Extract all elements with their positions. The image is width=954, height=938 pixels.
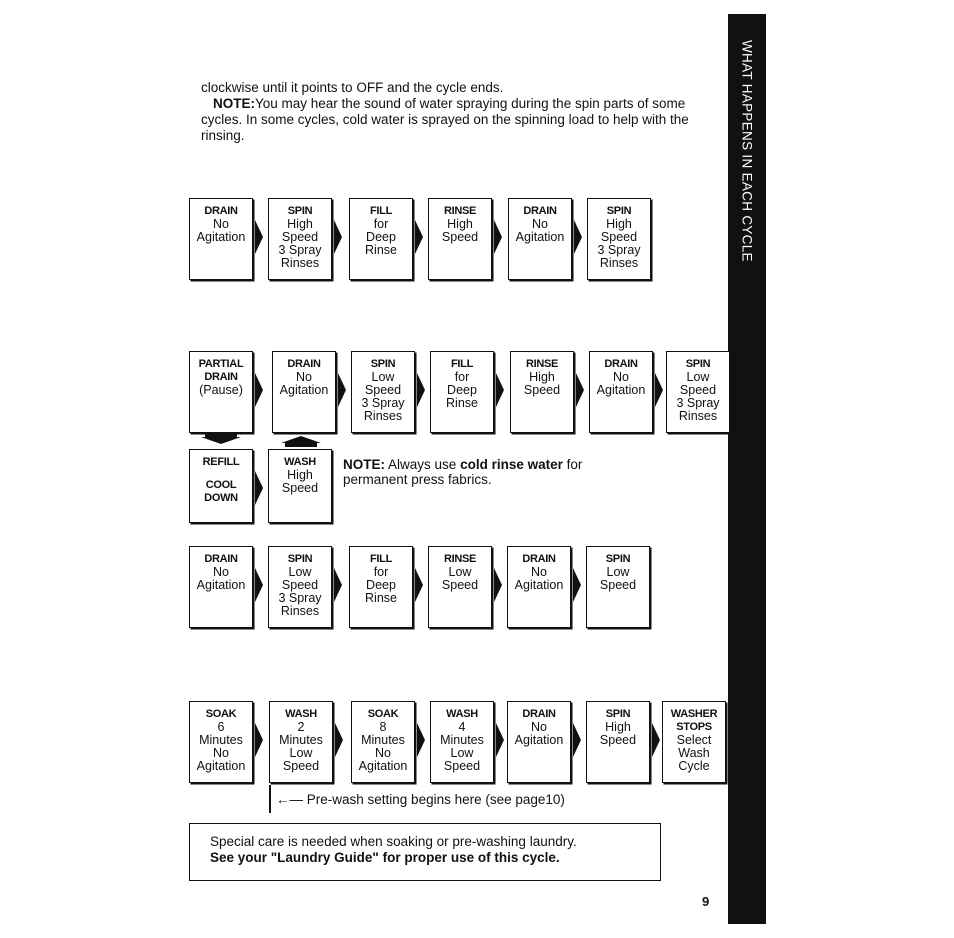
step-title: SPIN — [287, 553, 313, 565]
step-detail: Cycle — [678, 759, 710, 773]
step-title: FILL — [450, 358, 473, 370]
step-detail: Agitation — [196, 230, 246, 244]
step-detail: Wash — [678, 746, 710, 760]
step-detail: Rinse — [446, 396, 478, 410]
cycle-step-box — [507, 701, 571, 783]
step-detail: Low — [606, 565, 630, 579]
step-title: DRAIN — [604, 358, 638, 370]
cycle-step-box — [666, 351, 730, 433]
cycle-step-box — [269, 701, 333, 783]
cycle-step-box — [430, 701, 494, 783]
step-detail: Speed — [443, 759, 481, 773]
step-detail: Speed — [523, 383, 561, 397]
step-detail: No — [296, 370, 312, 384]
step-detail: Low — [448, 565, 472, 579]
step-detail: No — [531, 720, 547, 734]
step-detail: (Pause) — [199, 383, 243, 397]
note2-bold: cold rinse water — [460, 457, 563, 472]
step-detail: Select — [676, 733, 712, 747]
step-title: SPIN — [606, 205, 632, 217]
step-detail: Speed — [441, 578, 479, 592]
flow-arrow-icon — [334, 568, 342, 602]
step-detail: Speed — [364, 383, 402, 397]
cycle-step-box — [587, 198, 651, 280]
step-detail: Speed — [281, 578, 319, 592]
step-detail: for — [373, 565, 389, 579]
flow-arrow-icon — [573, 568, 581, 602]
step-detail: Speed — [281, 230, 319, 244]
step-title: DRAIN — [287, 358, 321, 370]
step-detail: Agitation — [596, 383, 646, 397]
cycle-step-box — [508, 198, 572, 280]
step-detail: Minutes — [279, 733, 323, 747]
cycle-step-box — [268, 449, 332, 523]
step-detail: No — [613, 370, 629, 384]
cycle-step-box — [189, 449, 253, 523]
cycle-step-box — [430, 351, 494, 433]
up-arrow-icon — [281, 436, 321, 443]
down-arrow-stem — [205, 433, 237, 437]
cycle-step-box — [507, 546, 571, 628]
step-title: PARTIAL DRAIN — [198, 358, 244, 383]
step-title: SPIN — [605, 708, 631, 720]
step-detail: Agitation — [514, 578, 564, 592]
cycle-step-box — [351, 351, 415, 433]
flow-arrow-icon — [417, 723, 425, 757]
step-detail: High — [287, 217, 313, 231]
step-title: SPIN — [605, 553, 631, 565]
step-title: RINSE — [443, 205, 477, 217]
flow-arrow-icon — [255, 568, 263, 602]
step-title: DRAIN — [204, 553, 238, 565]
step-detail: High — [529, 370, 555, 384]
cycle-step-box — [189, 701, 253, 783]
step-detail: Agitation — [196, 578, 246, 592]
cycle-step-box — [586, 701, 650, 783]
step-title: SOAK — [367, 708, 399, 720]
flow-arrow-icon — [415, 220, 423, 254]
step-detail: Rinse — [365, 243, 397, 257]
step-detail: 3 Spray — [361, 396, 405, 410]
cycle-step-box — [589, 351, 653, 433]
note2-text2: for permanent press fabrics. — [343, 457, 583, 487]
step-detail: Deep — [366, 578, 396, 592]
step-title: WASH — [285, 708, 317, 720]
flow-arrow-icon — [574, 220, 582, 254]
special-line-1: Special care is needed when soaking or pre-washing laundry. — [210, 834, 577, 849]
step-detail: High — [447, 217, 473, 231]
step-detail: Agitation — [514, 733, 564, 747]
step-detail: Rinses — [280, 256, 320, 270]
step-detail: Speed — [599, 578, 637, 592]
step-detail: No — [375, 746, 391, 760]
step-detail: High — [287, 468, 313, 482]
step-detail: Speed — [281, 481, 319, 495]
step-detail: High — [605, 720, 631, 734]
step-detail: Deep — [366, 230, 396, 244]
flow-arrow-icon — [255, 373, 263, 407]
step-title: SPIN — [685, 358, 711, 370]
sidebar-title: WHAT HAPPENS IN EACH CYCLE — [739, 40, 755, 262]
step-detail: 3 Spray — [676, 396, 720, 410]
step-detail: No — [213, 217, 229, 231]
step-title: SOAK — [205, 708, 237, 720]
cycle-step-box — [189, 198, 253, 280]
cycle-step-box — [268, 546, 332, 628]
flow-arrow-icon — [335, 723, 343, 757]
special-care-box — [189, 823, 661, 881]
step-detail: Minutes — [361, 733, 405, 747]
flow-arrow-icon — [334, 220, 342, 254]
flow-arrow-icon — [338, 373, 346, 407]
cycle-step-box — [428, 546, 492, 628]
step-title: DRAIN — [204, 205, 238, 217]
intro-note — [201, 96, 726, 144]
step-title: WASH — [446, 708, 478, 720]
step-detail: Agitation — [279, 383, 329, 397]
step-title: DRAIN — [522, 708, 556, 720]
step-title: FILL — [369, 553, 392, 565]
step-detail: High — [606, 217, 632, 231]
flow-arrow-icon — [573, 723, 581, 757]
step-detail: Deep — [447, 383, 477, 397]
step-detail: for — [373, 217, 389, 231]
flow-arrow-icon — [652, 723, 660, 757]
step-detail: Agitation — [515, 230, 565, 244]
step-detail: for — [454, 370, 470, 384]
down-arrow-icon — [201, 437, 241, 444]
sidebar-tab — [728, 14, 766, 924]
step-title: RINSE — [443, 553, 477, 565]
flow-arrow-icon — [655, 373, 663, 407]
step-detail: Agitation — [358, 759, 408, 773]
step-detail: 3 Spray — [278, 243, 322, 257]
up-arrow-stem — [285, 443, 317, 447]
step-title: WASHER STOPS — [670, 708, 718, 733]
step-detail: No — [531, 565, 547, 579]
step-title: SPIN — [287, 205, 313, 217]
step-detail: 4 — [458, 720, 466, 734]
step-detail: No — [532, 217, 548, 231]
cycle-step-box — [351, 701, 415, 783]
flow-arrow-icon — [255, 723, 263, 757]
permanent-press-note — [343, 457, 643, 487]
step-detail: No — [213, 746, 229, 760]
step-title: DRAIN — [523, 205, 557, 217]
step-title: WASH — [284, 456, 316, 468]
cycle-step-box — [349, 546, 413, 628]
flow-arrow-icon — [496, 723, 504, 757]
step-detail: Rinses — [678, 409, 718, 423]
step-detail: No — [213, 565, 229, 579]
step-detail: Low — [371, 370, 395, 384]
cycle-step-box — [586, 546, 650, 628]
cycle-step-box — [189, 546, 253, 628]
step-title: REFILL — [202, 456, 240, 468]
step-detail: 6 — [217, 720, 225, 734]
step-detail: Rinse — [365, 591, 397, 605]
cycle-step-box — [268, 198, 332, 280]
flow-arrow-icon — [494, 220, 502, 254]
flow-arrow-icon — [494, 568, 502, 602]
flow-arrow-icon — [255, 471, 263, 505]
step-title: FILL — [369, 205, 392, 217]
note2-text1: Always use — [388, 457, 457, 472]
flow-arrow-icon — [496, 373, 504, 407]
step-detail: 3 Spray — [597, 243, 641, 257]
step-detail: Speed — [599, 733, 637, 747]
step-title: RINSE — [525, 358, 559, 370]
flow-arrow-icon — [255, 220, 263, 254]
step-detail: Low — [450, 746, 474, 760]
step-detail: Low — [288, 565, 312, 579]
step-detail: Low — [686, 370, 710, 384]
step-detail: 2 — [297, 720, 305, 734]
prewash-label: ←— Pre-wash setting begins here (see page10) — [276, 792, 565, 807]
step-detail: Speed — [679, 383, 717, 397]
intro-line: clockwise until it points to OFF and the cycle ends. — [201, 80, 504, 95]
step-detail: Speed — [282, 759, 320, 773]
page-number: 9 — [702, 894, 710, 909]
cycle-step-box — [510, 351, 574, 433]
cycle-step-box — [662, 701, 726, 783]
flow-arrow-icon — [415, 568, 423, 602]
cycle-step-box — [428, 198, 492, 280]
note-label: NOTE: — [213, 96, 255, 111]
step-detail: Rinses — [363, 409, 403, 423]
step-title: DRAIN — [522, 553, 556, 565]
flow-arrow-icon — [576, 373, 584, 407]
step-detail: 3 Spray — [278, 591, 322, 605]
step-detail: 8 — [379, 720, 387, 734]
step-detail: Low — [289, 746, 313, 760]
prewash-text: Pre-wash setting begins here (see page10) — [306, 792, 565, 807]
cycle-step-box — [349, 198, 413, 280]
step-detail: Speed — [441, 230, 479, 244]
cycle-step-box — [272, 351, 336, 433]
step-detail: Minutes — [440, 733, 484, 747]
special-line-2: See your "Laundry Guide" for proper use of this cycle. — [210, 850, 560, 865]
step-detail: Minutes — [199, 733, 243, 747]
prewash-bar — [269, 785, 271, 813]
step-detail: Speed — [600, 230, 638, 244]
note-text: You may hear the sound of water spraying during the spin parts of some cycles. In some cycles, cold water is sprayed on the spinning load to help with the rinsing. — [201, 96, 689, 143]
step-title-2: COOL DOWN — [204, 479, 238, 504]
step-detail: Agitation — [196, 759, 246, 773]
step-title: SPIN — [370, 358, 396, 370]
flow-arrow-icon — [417, 373, 425, 407]
note2-label: NOTE: — [343, 457, 385, 472]
step-detail: Rinses — [599, 256, 639, 270]
step-detail: Rinses — [280, 604, 320, 618]
cycle-step-box — [189, 351, 253, 433]
intro-text — [201, 80, 726, 144]
